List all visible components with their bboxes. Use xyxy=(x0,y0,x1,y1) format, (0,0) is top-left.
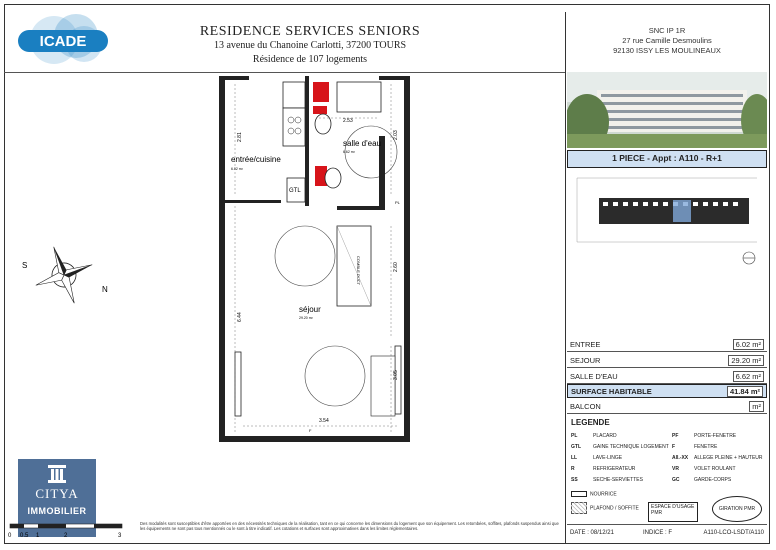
footer-date: DATE : 08/12/21 xyxy=(570,530,614,536)
icade-logo xyxy=(14,10,112,70)
wall-bottom xyxy=(219,436,410,442)
area-row-sejour: SEJOUR 29.20 m² xyxy=(567,354,767,368)
legend-item: PL PLACARD xyxy=(571,433,617,439)
icade-wordmark: ICADE xyxy=(39,33,87,50)
residence-units: Résidence de 107 logements xyxy=(252,54,368,65)
area-row-surface-habitable: SURFACE HABITABLE 41.84 m² xyxy=(567,384,767,398)
svg-text:2: 2 xyxy=(64,533,68,539)
owner-line-1: SNC IP 1R xyxy=(648,26,686,35)
wall-top-right xyxy=(379,76,410,80)
area-row-salle-eau: SALLE D'EAU 6.62 m² xyxy=(567,370,767,384)
hatch-icon xyxy=(571,502,587,514)
legend-nourrice: NOURRICE xyxy=(571,491,617,497)
apartment-banner: 1 PIECE - Appt : A110 - R+1 xyxy=(567,150,767,168)
citya-subtitle: IMMOBILIER xyxy=(27,506,87,516)
dim-label: 2.03 xyxy=(393,130,399,140)
dim-label: 2.60 xyxy=(393,262,399,272)
svg-text:1: 1 xyxy=(36,533,40,539)
legend-item: GC GARDE-CORPS xyxy=(672,477,732,483)
room-sdb-label: salle d'eau xyxy=(343,139,381,148)
compass-north-label: N xyxy=(102,285,108,294)
svg-text:0.5: 0.5 xyxy=(20,533,29,539)
scale-bar xyxy=(6,522,124,540)
mass-plan xyxy=(567,172,767,276)
floor-plan xyxy=(219,76,419,442)
legend-item: VR VOLET ROULANT xyxy=(672,466,736,472)
wall-right xyxy=(404,76,410,442)
room-sejour-area: 29.20 m² xyxy=(299,316,313,320)
column-icon xyxy=(47,465,67,483)
legend-plafond: PLAFOND / SOFFITE xyxy=(571,502,639,514)
red-fixture xyxy=(313,82,329,102)
wall-left xyxy=(219,76,225,442)
room-sejour-label: séjour xyxy=(299,305,321,314)
citya-wordmark: CITYA xyxy=(35,486,79,501)
owner-line-2: 27 rue Camille Desmoulins xyxy=(622,36,712,45)
footer-index: INDICE : F xyxy=(643,530,673,536)
f-label: F xyxy=(309,428,312,433)
room-entree-area: 6.02 m² xyxy=(231,167,243,171)
dim-label: 2.53 xyxy=(343,118,353,124)
dim-label: 2.81 xyxy=(237,132,243,142)
footer-row xyxy=(567,524,767,543)
legend-item: R REFRIGERATEUR xyxy=(571,466,636,472)
area-row-balcon: BALCON m² xyxy=(567,400,767,414)
room-sdb-area: 6.62 m² xyxy=(343,150,355,154)
wall-top-left xyxy=(219,76,249,80)
residence-address: 13 avenue du Chanoine Carlotti, 37200 TOURS xyxy=(213,40,407,51)
legend-item: PF PORTE-FENETRE xyxy=(672,433,737,439)
dim-label: 3.05 xyxy=(393,370,399,380)
nourrice-icon xyxy=(571,491,587,497)
svg-text:3: 3 xyxy=(118,533,122,539)
owner-line-3: 92130 ISSY LES MOULINEAUX xyxy=(613,46,721,55)
area-row-entree: ENTREE 6.02 m² xyxy=(567,338,767,352)
dim-label: 3.54 xyxy=(319,418,329,424)
legend-espace-pmr: ESPACE D'USAGE PMR xyxy=(648,502,698,522)
legend-title: LEGENDE xyxy=(571,418,610,427)
legend-item: LL LAVE-LINGE xyxy=(571,455,623,461)
gtl-label: GTL xyxy=(289,188,301,194)
svg-text:0: 0 xyxy=(8,533,12,539)
compass-south-label: S xyxy=(22,261,28,270)
legend-item: F FENETRE xyxy=(672,444,718,450)
header-divider xyxy=(4,72,565,73)
disclaimer: Des modalités sont susceptibles d'être apportées en des nécessités techniques de la réalisation, tant en ce qui concerne les dimensions du logement que son équipement. Les retombées, soffites, plafonds suspendus ainsi que les équipements ne sont pas tous mentionnés ou le sont à titre indicatif. Les cotations et surfaces sont approximatives dans les limites réglementaires. xyxy=(140,521,559,532)
comble-label: COMBLE DUCT xyxy=(356,256,361,286)
compass-rose-icon xyxy=(20,240,110,310)
legend-giration-pmr: GIRATION PMR xyxy=(712,496,762,522)
room-entree-label: entrée/cuisine xyxy=(231,155,281,164)
legend-item: GTL GAINE TECHNIQUE LOGEMENT xyxy=(571,444,669,450)
legend-item: All.-XX ALLEGE PLEINE + HAUTEUR xyxy=(672,455,763,461)
footer-ref: A110-LCO-LSDT/A110 xyxy=(703,530,764,536)
page-title: RESIDENCE SERVICES SENIORS xyxy=(199,24,421,39)
building-photo xyxy=(567,72,767,148)
dim-label: 6.44 xyxy=(237,312,243,322)
pl-label: PL xyxy=(395,200,400,205)
legend-item: SS SECHE-SERVIETTES xyxy=(571,477,643,483)
